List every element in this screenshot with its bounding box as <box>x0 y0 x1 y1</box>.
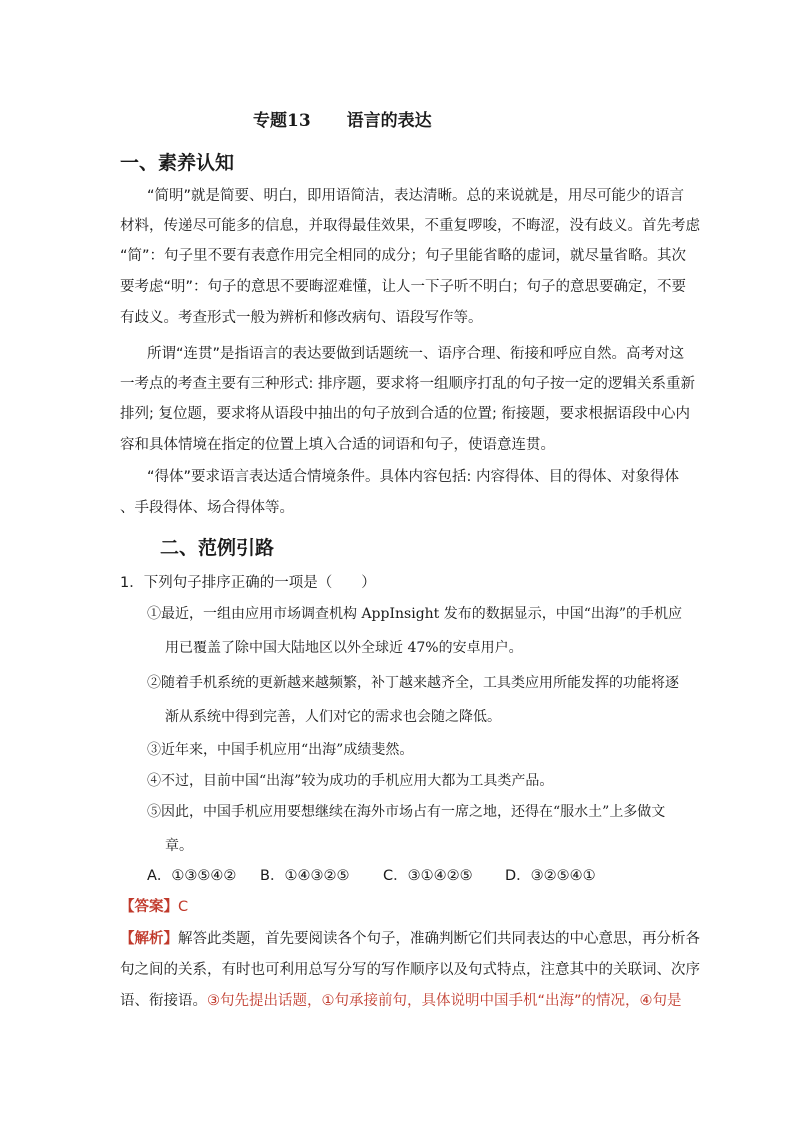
option-a: A．①③⑤④② <box>147 868 237 884</box>
section-heading-1: 一、素养认知 <box>120 152 235 174</box>
para1-line4: 要考虑“明”：句子的意思不要晦涩难懂，让人一下子听不明白；句子的意思要确定，不要 <box>120 279 687 295</box>
analysis-tag: 【解析】 <box>120 931 178 947</box>
option-b: B．①④③②⑤ <box>260 868 350 884</box>
option-d: D．③②⑤④① <box>505 868 596 884</box>
para1-line1: “简明”就是简要、明白，即用语简洁，表达清晰。总的来说就是，用尽可能少的语言 <box>147 188 685 204</box>
question-stem: 1．下列句子排序正确的一项是（ ） <box>120 575 376 591</box>
analysis-text-1: 解答此类题，首先要阅读各个句子，准确判断它们共同表达的中心意思，再分析各 <box>178 931 700 947</box>
para2-line4: 容和具体情境在指定的位置上填入合适的词语和句子，使语意连贯。 <box>120 437 555 453</box>
para1-line5: 有歧义。考查形式一般为辨析和修改病句、语段写作等。 <box>120 310 483 326</box>
section-heading-2: 二、范例引路 <box>160 537 275 559</box>
para2-line3: 排列; 复位题，要求将从语段中抽出的句子放到合适的位置; 衔接题，要求根据语段中心内 <box>120 406 690 422</box>
analysis-line3 <box>120 989 682 1010</box>
para3-line2: 、手段得体、场合得体等。 <box>120 500 294 516</box>
analysis-line2: 句之间的关系，有时也可利用总写分写的写作顺序以及句式特点，注意其中的关联词、次序 <box>120 962 700 978</box>
title-number: 专题13 <box>253 111 311 131</box>
answer-value: C <box>178 899 189 915</box>
page-title <box>253 106 432 131</box>
option-c: C．③①④②⑤ <box>383 868 473 884</box>
answer-line <box>120 895 188 916</box>
sentence-3: ③近年来，中国手机应用“出海”成绩斐然。 <box>147 742 414 758</box>
para2-line1: 所谓“连贯”是指语言的表达要做到话题统一、语序合理、衔接和呼应自然。高考对这 <box>147 346 685 362</box>
para3-line1: “得体”要求语言表达适合情境条件。具体内容包括: 内容得体、目的得体、对象得体 <box>147 469 680 485</box>
para2-line2: 一考点的考查主要有三种形式: 排序题，要求将一组顺序打乱的句子按一定的逻辑关系重新 <box>120 376 695 392</box>
sentence-5-line1: ⑤因此，中国手机应用要想继续在海外市场占有一席之地，还得在“服水土”上多做文 <box>147 804 666 820</box>
answer-tag: 【答案】 <box>120 899 178 915</box>
sentence-2-line2: 渐从系统中得到完善，人们对它的需求也会随之降低。 <box>165 709 501 725</box>
sentence-4: ④不过，目前中国“出海”较为成功的手机应用大都为工具类产品。 <box>147 773 554 789</box>
para1-line3: “简”：句子里不要有表意作用完全相同的成分；句子里能省略的虚词，就尽量省略。其次 <box>120 248 687 264</box>
sentence-1-line2: 用已覆盖了除中国大陆地区以外全球近 47%的安卓用户。 <box>165 640 523 656</box>
sentence-5-line2: 章。 <box>165 838 193 854</box>
para1-line2: 材料，传递尽可能多的信息，并取得最佳效果，不重复啰唆，不晦涩，没有歧义。首先考虑 <box>120 218 700 234</box>
analysis-line1 <box>120 927 700 948</box>
title-text: 语言的表达 <box>346 111 432 131</box>
analysis-text-3: 语、衔接语。 <box>120 993 207 1009</box>
analysis-text-4: ③句先提出话题，①句承接前句，具体说明中国手机“出海”的情况，④句是 <box>207 993 682 1009</box>
sentence-1-line1: ①最近，一组由应用市场调查机构 AppInsight 发布的数据显示，中国“出海”的手机应 <box>147 606 683 622</box>
sentence-2-line1: ②随着手机系统的更新越来越频繁，补丁越来越齐全，工具类应用所能发挥的功能将逐 <box>147 675 679 691</box>
